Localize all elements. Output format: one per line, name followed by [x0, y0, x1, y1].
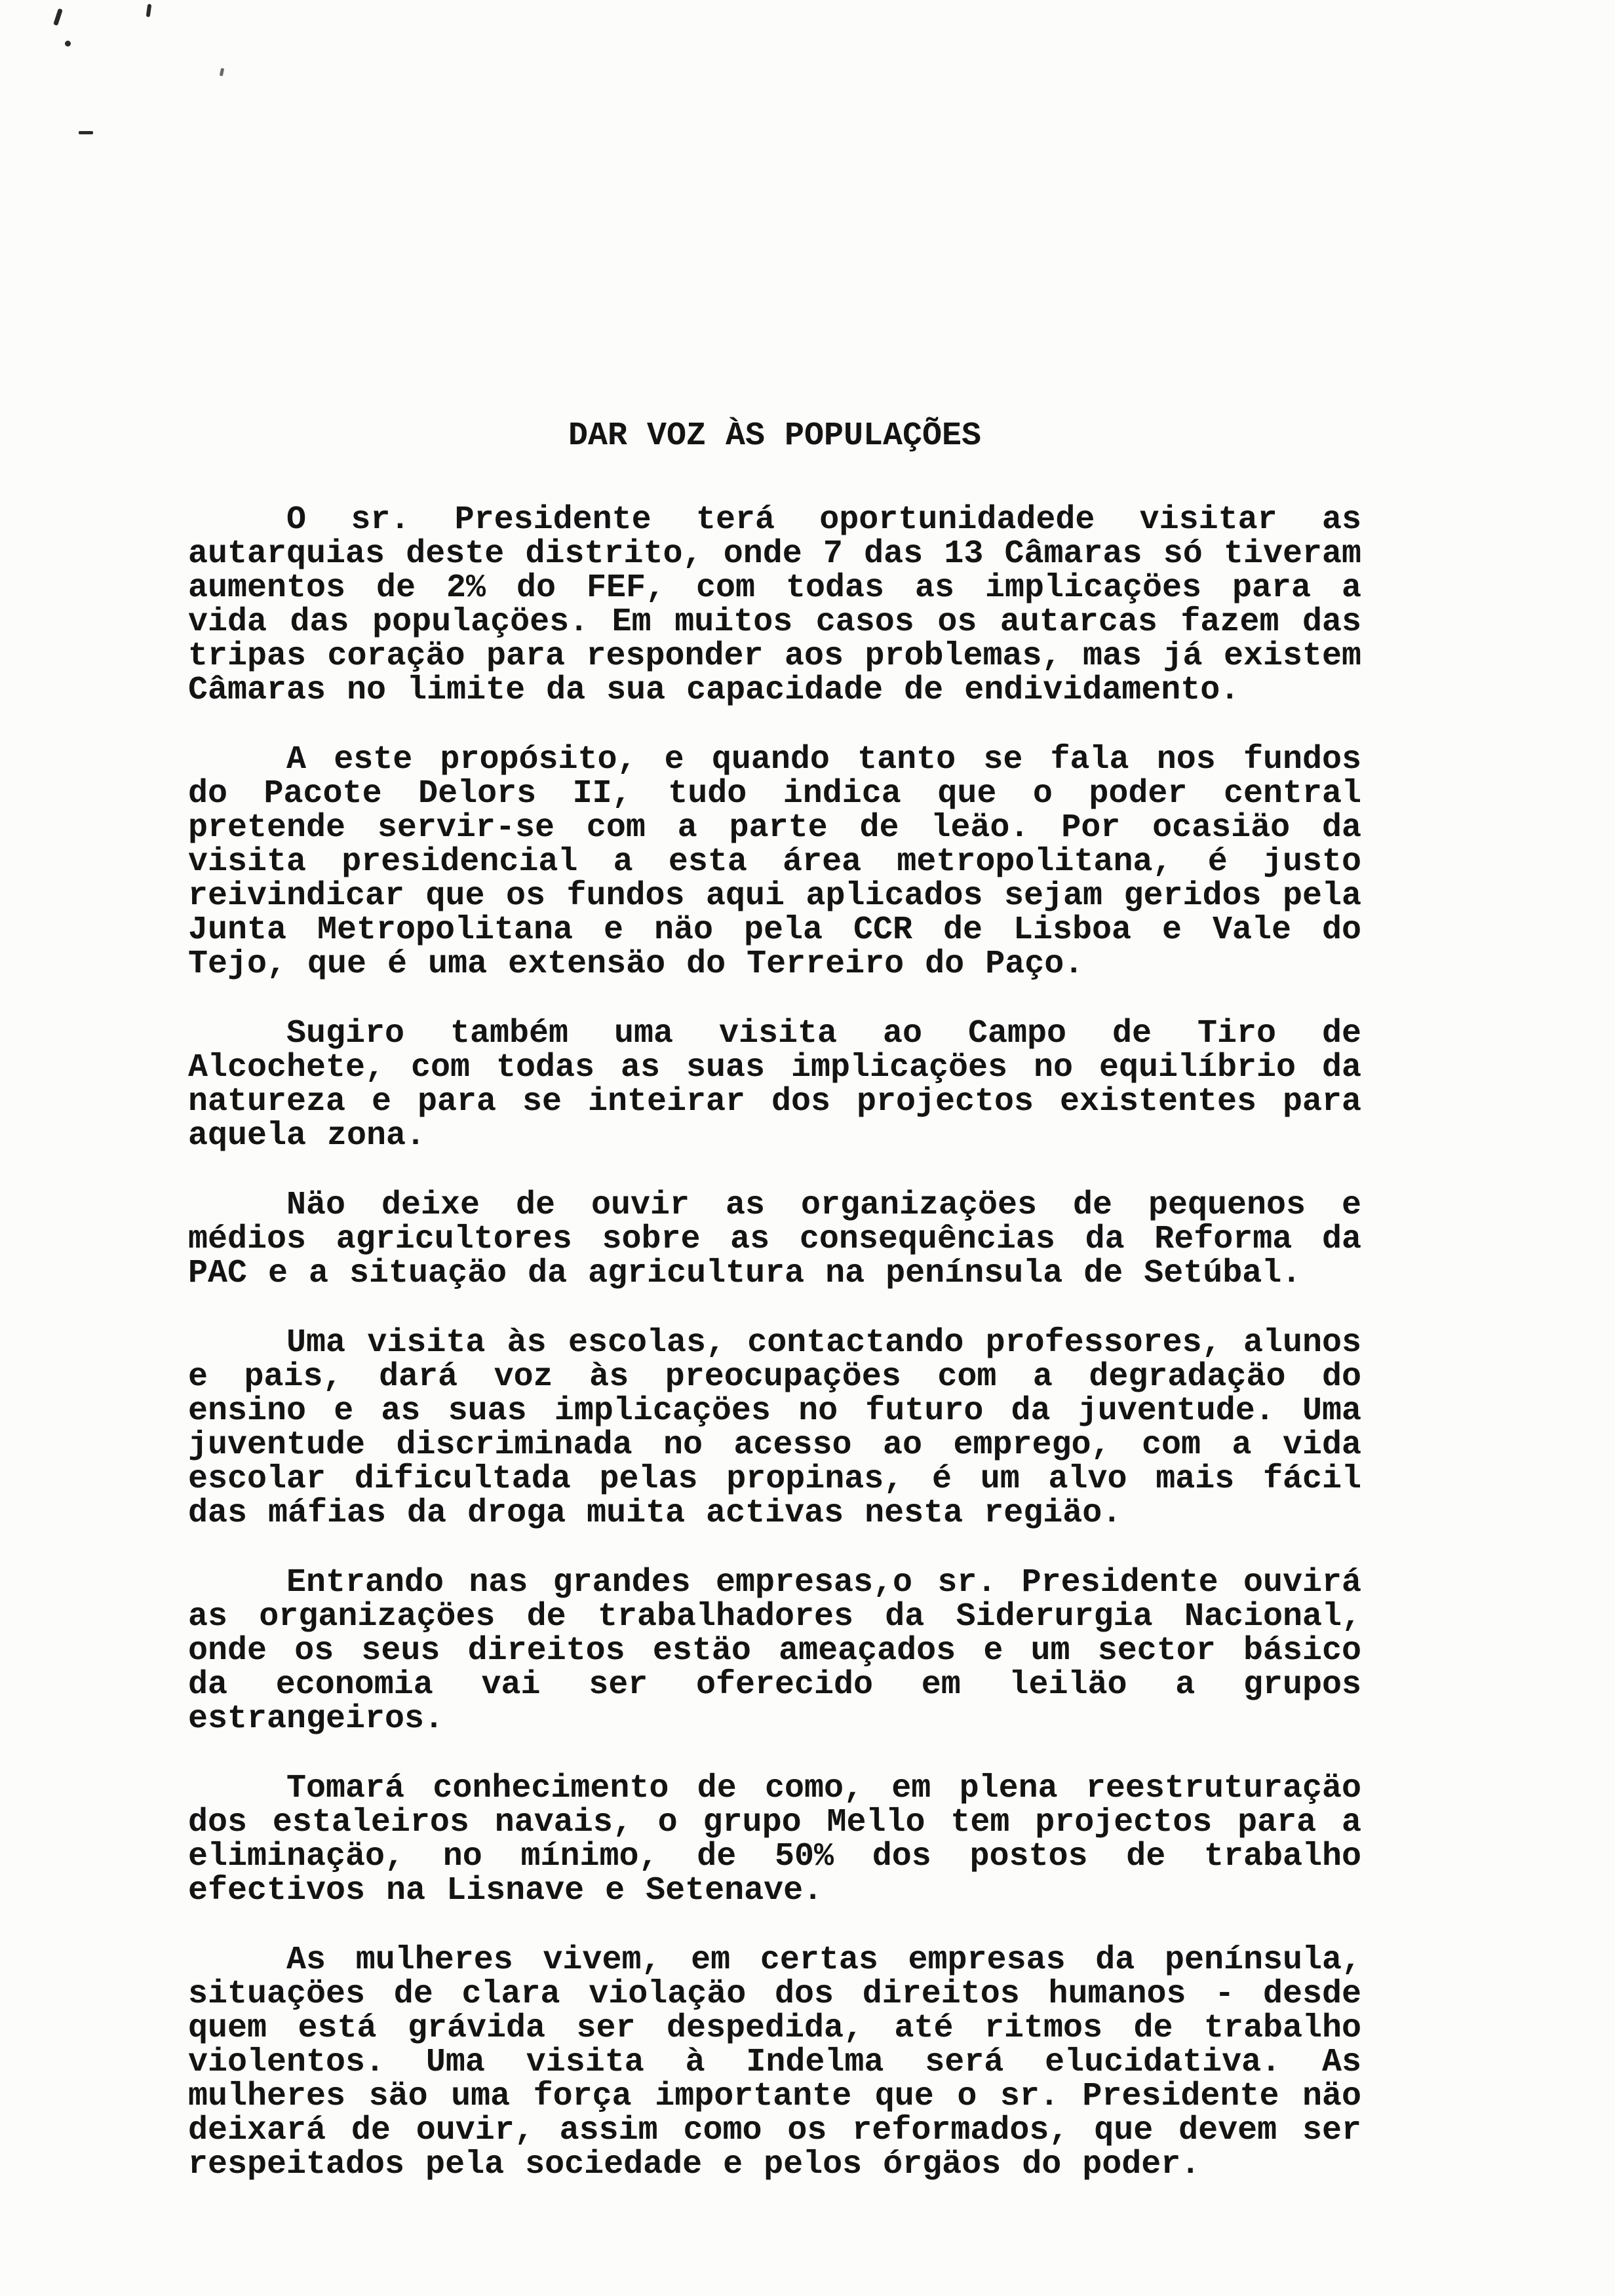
paragraph: Tomará conhecimento de como, em plena reestruturaçäo dos estaleiros navais, o grupo Mello tem projectos para a eliminaçäo, no mínimo, de 50% dos postos de trabalho efectivos na Lisnave e Setenave. [188, 1770, 1361, 1909]
scan-artifact [220, 68, 224, 77]
paragraph: As mulheres vivem, em certas empresas da península, situaçöes de clara violaçäo dos direitos humanos - desde quem está grávida ser despedida, até ritmos de trabalho violentos. Uma visita à Indelma será elucidativa. As mulheres säo uma força importante que o sr. Presidente näo deixará de ouvir, assim como os reformados, que devem ser respeitados pela sociedade e pelos órgäos do poder. [188, 1942, 1361, 2183]
scan-artifact [53, 9, 63, 26]
paragraph: Entrando nas grandes empresas,o sr. Presidente ouvirá as organizaçöes de trabalhadores da Siderurgia Nacional, onde os seus direitos estäo ameaçados e um sector básico da economia vai ser oferecido em leiläo a grupos estrangeiros. [188, 1564, 1361, 1738]
paragraph: O sr. Presidente terá oportunidadede visitar as autarquias deste distrito, onde 7 das 13 Câmaras só tiveram aumentos de 2% do FEF, com todas as implicaçöes para a vida das populaçöes. Em muitos casos os autarcas fazem das tripas coraçäo para responder aos problemas, mas já existem Câmaras no limite da sua capacidade de endividamento. [188, 501, 1361, 709]
scan-artifact [65, 41, 71, 47]
paragraph: Uma visita às escolas, contactando professores, alunos e pais, dará voz às preocupaçöes com a degradaçäo do ensino e as suas implicaçöes no futuro da juventude. Uma juventude discriminada no acesso ao emprego, com a vida escolar dificultada pelas propinas, é um alvo mais fácil das máfias da droga muita activas nesta regiäo. [188, 1324, 1361, 1532]
paragraph: Sugiro também uma visita ao Campo de Tiro de Alcochete, com todas as suas implicaçöes no equilíbrio da natureza e para se inteirar dos projectos existentes para aquela zona. [188, 1015, 1361, 1155]
scan-artifact [146, 4, 152, 18]
paragraph: Näo deixe de ouvir as organizaçöes de pequenos e médios agricultores sobre as consequências da Reforma da PAC e a situaçäo da agricultura na península de Setúbal. [188, 1187, 1361, 1292]
paragraph: A este propósito, e quando tanto se fala nos fundos do Pacote Delors II, tudo indica que o poder central pretende servir-se com a parte de leäo. Por ocasiäo da visita presidencial a esta área metropolitana, é justo reivindicar que os fundos aqui aplicados sejam geridos pela Junta Metropolitana e näo pela CCR de Lisboa e Vale do Tejo, que é uma extensäo do Terreiro do Paço. [188, 741, 1361, 983]
document-body [188, 419, 1361, 2182]
scan-artifact [79, 131, 93, 134]
document-title: DAR VOZ ÀS POPULAÇÕES [568, 417, 982, 455]
